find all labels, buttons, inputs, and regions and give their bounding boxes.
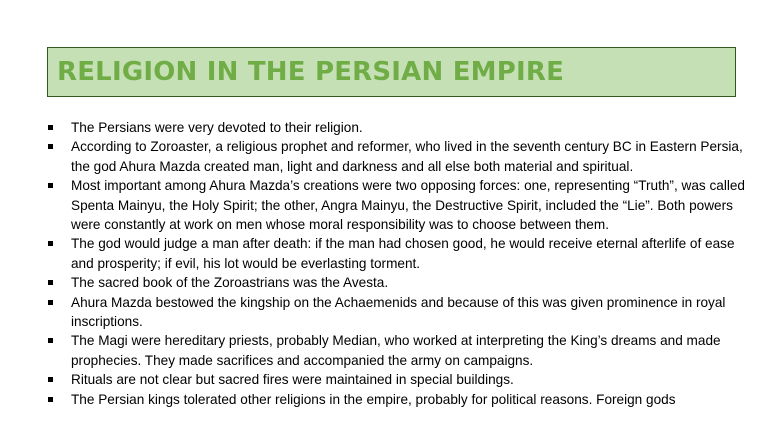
bullet-text: The Persian kings tolerated other religions in the empire, probably for political reasons. Foreign gods <box>71 391 676 407</box>
square-bullet-icon <box>48 280 53 285</box>
bullet-text: The god would judge a man after death: if the man had chosen good, he would receive eternal afterlife of ease and prosperity; if evil, his lot would be everlasting torment. <box>71 236 735 271</box>
bullet-item <box>46 331 746 370</box>
bullet-item <box>46 137 746 176</box>
bullet-item <box>46 176 746 234</box>
bullet-list <box>46 118 746 409</box>
title-box <box>47 47 736 97</box>
bullet-item <box>46 370 746 389</box>
square-bullet-icon <box>48 377 53 382</box>
square-bullet-icon <box>48 241 53 246</box>
bullet-item <box>46 293 746 332</box>
bullet-text: The Magi were hereditary priests, probably Median, who worked at interpreting the King’s dreams and made prophecies. They made sacrifices and accompanied the army on campaigns. <box>71 333 721 368</box>
bullet-item <box>46 273 746 292</box>
bullet-text: Ahura Mazda bestowed the kingship on the Achaemenids and because of this was given prominence in royal inscriptions. <box>71 294 726 330</box>
square-bullet-icon <box>48 144 53 149</box>
bullet-text: According to Zoroaster, a religious prophet and reformer, who lived in the seventh century BC in Eastern Persia, the god Ahura Mazda created man, light and darkness and all else both material and spiritual. <box>71 139 743 174</box>
square-bullet-icon <box>48 397 53 402</box>
bullet-text: The Persians were very devoted to their religion. <box>71 120 363 135</box>
bullet-item <box>46 234 746 273</box>
bullet-item <box>46 390 746 409</box>
bullet-text: Most important among Ahura Mazda’s creations were two opposing forces: one, representing “Truth”, was called Spenta Mainyu, the Holy Spirit; the other, Angra Mainyu, the Destructive Spirit, included the “Lie”. Both powers were constantly at work on men whose moral responsibility was to choose between them. <box>71 178 745 233</box>
bullet-text: Rituals are not clear but sacred fires were maintained in special buildings. <box>71 372 514 388</box>
slide-title: RELIGION IN THE PERSIAN EMPIRE <box>57 57 565 87</box>
square-bullet-icon <box>48 300 53 305</box>
square-bullet-icon <box>48 125 53 130</box>
square-bullet-icon <box>48 338 53 343</box>
bullet-text: The sacred book of the Zoroastrians was the Avesta. <box>71 275 389 291</box>
square-bullet-icon <box>48 183 53 188</box>
bullet-item <box>46 118 746 137</box>
